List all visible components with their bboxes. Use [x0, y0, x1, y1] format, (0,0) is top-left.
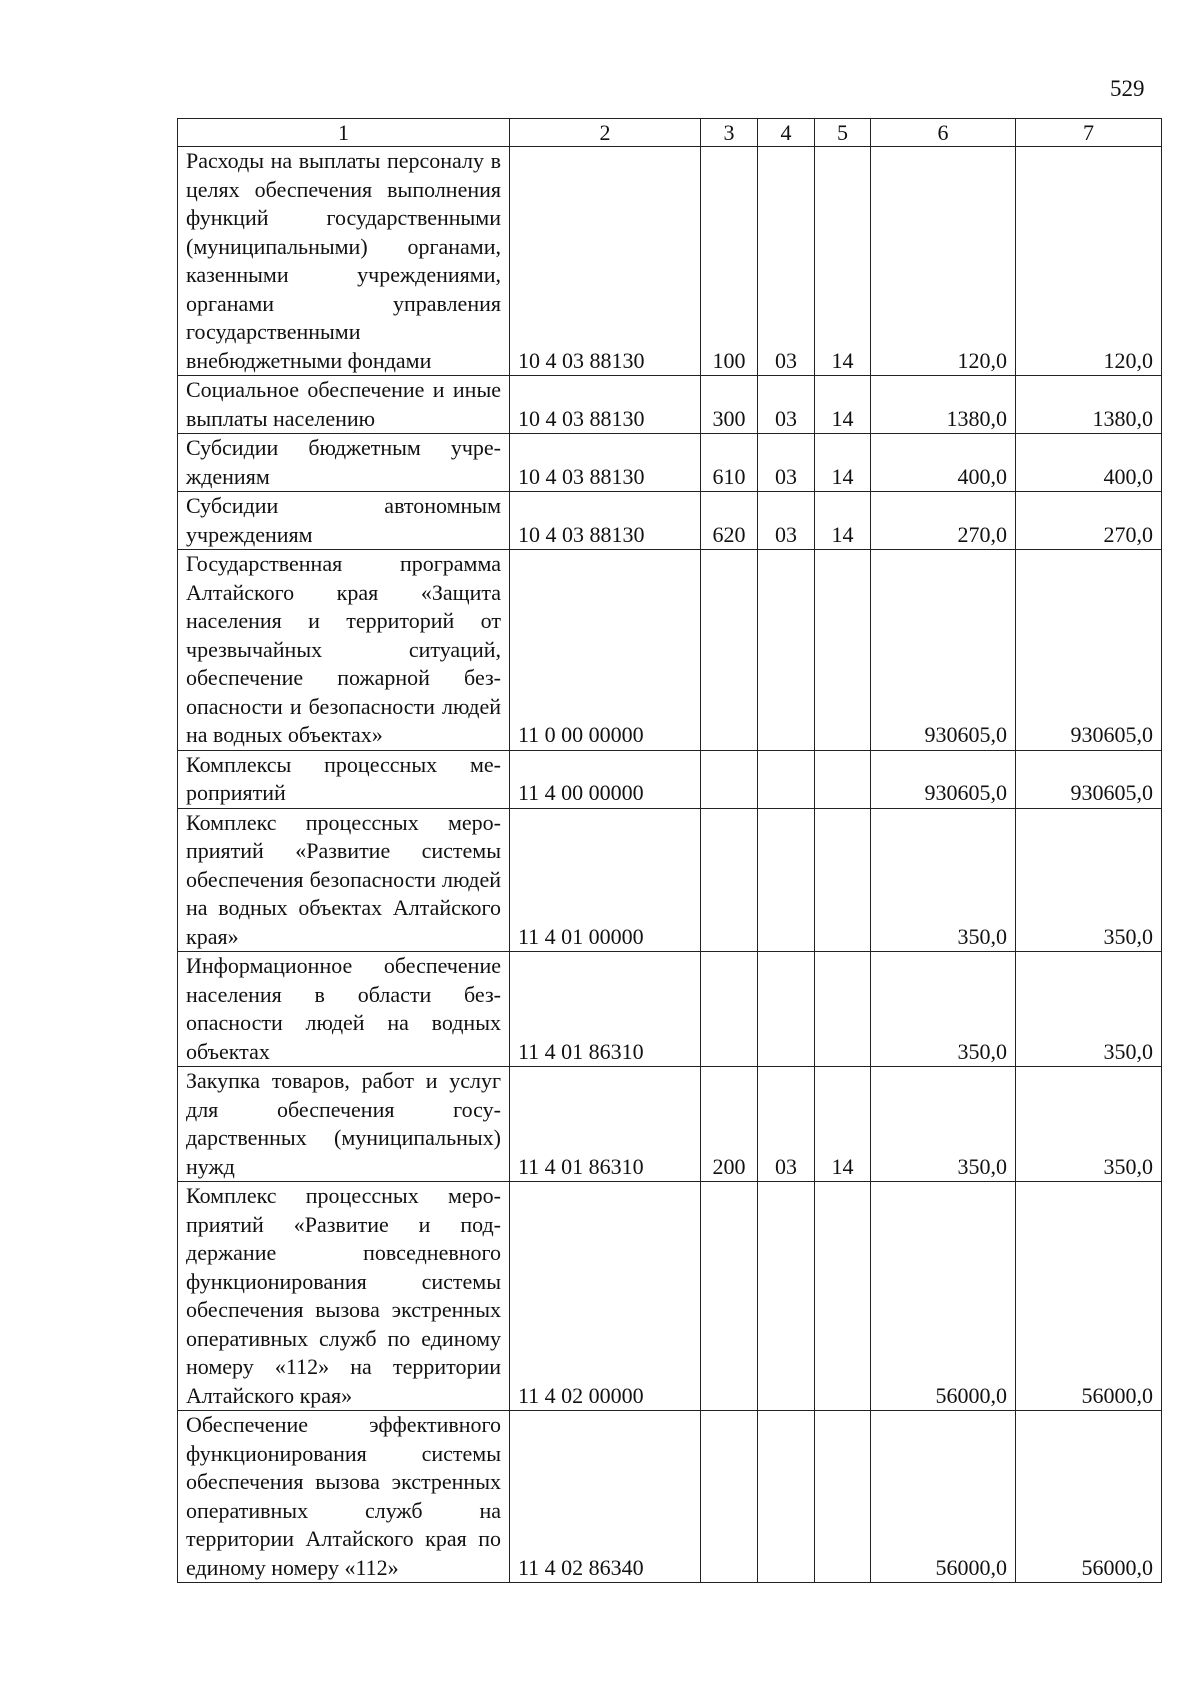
subsection-code: 14 — [815, 492, 871, 550]
column-header: 5 — [815, 119, 871, 147]
subsection-code: 14 — [815, 147, 871, 376]
amount-col6: 56000,0 — [871, 1182, 1016, 1411]
expense-name: Государственная программа Алтайского края «Защита населения и территорий от чрезвычайных ситуаций, обеспечение пожарной безопасности и безопасности людей на водных объектах» — [178, 550, 510, 751]
table-row — [178, 434, 1162, 492]
target-code: 11 4 01 86310 — [510, 952, 701, 1067]
expense-name: Обеспечение эффективного функционирования системы обеспечения вызова экстренных оперативных служб на территории Алтайского края по единому номеру «112» — [178, 1411, 510, 1583]
expense-type-code — [701, 750, 758, 808]
expense-type-code: 200 — [701, 1067, 758, 1182]
table-row — [178, 147, 1162, 376]
amount-col6: 930605,0 — [871, 550, 1016, 751]
expense-name: Субсидии автономным учреждениям — [178, 492, 510, 550]
amount-col7: 270,0 — [1016, 492, 1162, 550]
target-code: 11 4 01 86310 — [510, 1067, 701, 1182]
section-code: 03 — [758, 434, 815, 492]
amount-col7: 930605,0 — [1016, 750, 1162, 808]
amount-col7: 120,0 — [1016, 147, 1162, 376]
expense-type-code: 620 — [701, 492, 758, 550]
amount-col7: 350,0 — [1016, 808, 1162, 952]
column-header: 1 — [178, 119, 510, 147]
amount-col6: 350,0 — [871, 1067, 1016, 1182]
target-code: 11 4 02 86340 — [510, 1411, 701, 1583]
expense-type-code — [701, 952, 758, 1067]
table-row — [178, 952, 1162, 1067]
budget-table — [177, 118, 1162, 1583]
section-code: 03 — [758, 376, 815, 434]
subsection-code — [815, 808, 871, 952]
section-code — [758, 1182, 815, 1411]
expense-name: Комплексы процессных мероприятий — [178, 750, 510, 808]
table-row — [178, 1182, 1162, 1411]
amount-col7: 1380,0 — [1016, 376, 1162, 434]
section-code — [758, 808, 815, 952]
amount-col7: 56000,0 — [1016, 1411, 1162, 1583]
amount-col6: 270,0 — [871, 492, 1016, 550]
expense-type-code: 100 — [701, 147, 758, 376]
section-code: 03 — [758, 1067, 815, 1182]
amount-col7: 56000,0 — [1016, 1182, 1162, 1411]
subsection-code: 14 — [815, 434, 871, 492]
subsection-code — [815, 952, 871, 1067]
subsection-code: 14 — [815, 376, 871, 434]
table-row — [178, 808, 1162, 952]
subsection-code — [815, 1182, 871, 1411]
target-code: 10 4 03 88130 — [510, 147, 701, 376]
expense-type-code — [701, 1411, 758, 1583]
subsection-code: 14 — [815, 1067, 871, 1182]
table-row — [178, 492, 1162, 550]
amount-col7: 350,0 — [1016, 1067, 1162, 1182]
target-code: 10 4 03 88130 — [510, 376, 701, 434]
expense-name: Закупка товаров, работ и услуг для обеспечения государственных (муниципальных) нужд — [178, 1067, 510, 1182]
column-header: 7 — [1016, 119, 1162, 147]
target-code: 10 4 03 88130 — [510, 492, 701, 550]
header-row — [178, 119, 1162, 147]
section-code: 03 — [758, 147, 815, 376]
amount-col7: 400,0 — [1016, 434, 1162, 492]
expense-name: Расходы на выплаты персоналу в целях обеспечения выполнения функций государственными (муниципальными) органами, казенными учреждениями, органами управления государственными внебюджетными фондами — [178, 147, 510, 376]
expense-name: Социальное обеспечение и иные выплаты населению — [178, 376, 510, 434]
section-code — [758, 952, 815, 1067]
section-code — [758, 550, 815, 751]
subsection-code — [815, 1411, 871, 1583]
expense-type-code — [701, 550, 758, 751]
expense-type-code: 610 — [701, 434, 758, 492]
table-row — [178, 1411, 1162, 1583]
amount-col7: 930605,0 — [1016, 550, 1162, 751]
column-header: 4 — [758, 119, 815, 147]
expense-type-code — [701, 1182, 758, 1411]
target-code: 11 4 02 00000 — [510, 1182, 701, 1411]
page-number: 529 — [1110, 76, 1145, 101]
target-code: 11 0 00 00000 — [510, 550, 701, 751]
target-code: 10 4 03 88130 — [510, 434, 701, 492]
expense-name: Комплекс процессных мероприятий «Развитие и поддержание повседневного функционирования системы обеспечения вызова экстренных оперативных служб по единому номеру «112» на территории Алтайского края» — [178, 1182, 510, 1411]
section-code — [758, 750, 815, 808]
amount-col6: 350,0 — [871, 808, 1016, 952]
target-code: 11 4 00 00000 — [510, 750, 701, 808]
expense-name: Субсидии бюджетным учреждениям — [178, 434, 510, 492]
section-code — [758, 1411, 815, 1583]
expense-name: Комплекс процессных мероприятий «Развитие системы обеспечения безопасности людей на водных объектах Алтайского края» — [178, 808, 510, 952]
expense-type-code: 300 — [701, 376, 758, 434]
amount-col6: 120,0 — [871, 147, 1016, 376]
amount-col6: 350,0 — [871, 952, 1016, 1067]
table-row — [178, 1067, 1162, 1182]
expense-type-code — [701, 808, 758, 952]
table-row — [178, 376, 1162, 434]
expense-name: Информационное обеспечение населения в области безопасности людей на водных объектах — [178, 952, 510, 1067]
amount-col7: 350,0 — [1016, 952, 1162, 1067]
amount-col6: 1380,0 — [871, 376, 1016, 434]
amount-col6: 930605,0 — [871, 750, 1016, 808]
target-code: 11 4 01 00000 — [510, 808, 701, 952]
column-header: 2 — [510, 119, 701, 147]
amount-col6: 56000,0 — [871, 1411, 1016, 1583]
subsection-code — [815, 550, 871, 751]
subsection-code — [815, 750, 871, 808]
amount-col6: 400,0 — [871, 434, 1016, 492]
column-header: 3 — [701, 119, 758, 147]
table-row — [178, 750, 1162, 808]
column-header: 6 — [871, 119, 1016, 147]
section-code: 03 — [758, 492, 815, 550]
table-row — [178, 550, 1162, 751]
